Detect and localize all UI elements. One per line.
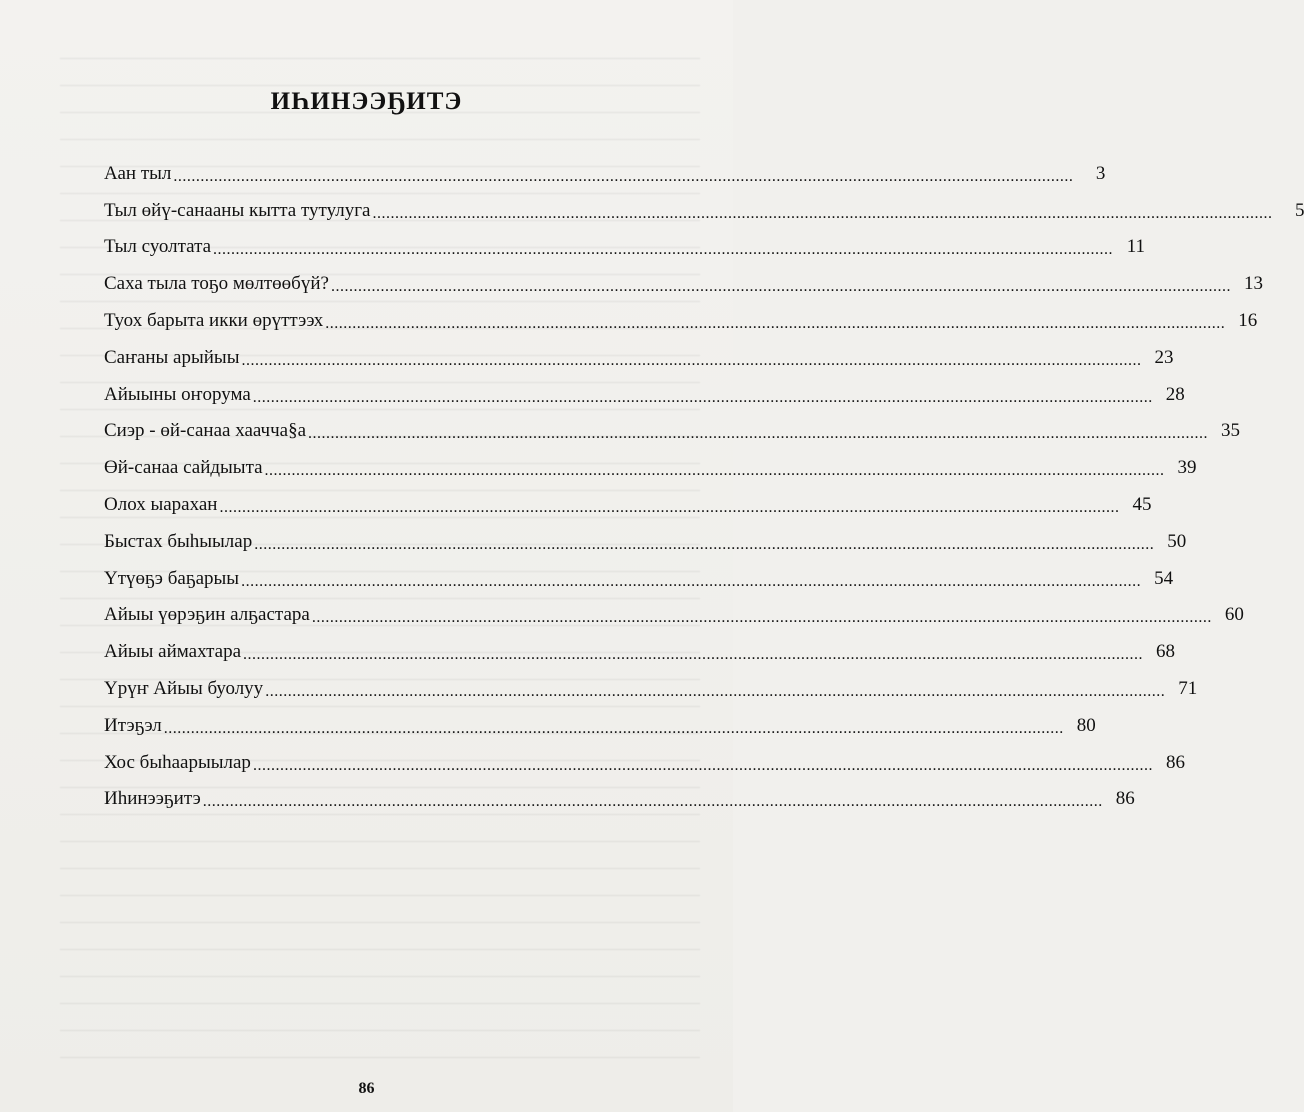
dot-leader: ........................................................................................................................................................................................................ — [311, 609, 1212, 627]
toc-entry-label: Хос быһаарыылар — [104, 751, 251, 773]
toc-entry-label: Айыы үөрэҕин алҕастара — [104, 604, 310, 626]
toc-entry-page: 60 — [1224, 604, 1244, 626]
toc-entry-page: 35 — [1221, 420, 1241, 442]
dot-leader: ........................................................................................................................................................................................................ — [243, 646, 1144, 664]
toc-entry-label: Туох барыта икки өрүттээх — [104, 309, 324, 331]
dot-leader: ........................................................................................................................................................................................................ — [219, 498, 1120, 516]
toc-entry — [104, 442, 1197, 480]
toc-entry — [104, 700, 1096, 737]
toc-entry-label: Үтүөҕэ баҕарыы — [104, 567, 240, 589]
toc-entry-label: Саҥаны арыйыы — [104, 346, 240, 368]
toc-entry-page: 86 — [1115, 788, 1135, 810]
toc-entry — [104, 295, 1258, 332]
toc-entry-page: 28 — [1165, 383, 1185, 405]
toc-entry-label: Быстах быһыылар — [104, 530, 253, 552]
dot-leader: ........................................................................................................................................................................................................ — [330, 278, 1231, 296]
page-title: ИҺИНЭЭҔИТЭ — [270, 88, 463, 115]
toc-entry — [104, 185, 1304, 222]
page-number: 86 — [358, 1080, 375, 1097]
dot-leader: ........................................................................................................................................................................................................ — [213, 241, 1114, 259]
dot-leader: ........................................................................................................................................................................................................ — [252, 756, 1153, 774]
toc-entry-page: 80 — [1076, 714, 1096, 736]
toc-entry — [104, 663, 1198, 700]
toc-entry-page: 68 — [1156, 641, 1176, 663]
dot-leader: ........................................................................................................................................................................................................ — [163, 719, 1064, 737]
toc-entry-label: Итэҕэл — [104, 714, 162, 736]
toc-entry — [104, 590, 1244, 627]
dot-leader: ........................................................................................................................................................................................................ — [202, 793, 1103, 811]
toc-entry-page: 11 — [1126, 236, 1146, 258]
toc-entry-page: 86 — [1165, 751, 1185, 773]
toc-entry — [104, 258, 1263, 296]
dot-leader: ........................................................................................................................................................................................................ — [265, 682, 1166, 700]
toc-entry — [104, 369, 1185, 406]
toc-entry-page: 45 — [1132, 493, 1152, 515]
toc-entry-page: 3 — [1095, 162, 1106, 184]
toc-entry-label: Айыыны оҥорума — [104, 383, 251, 405]
toc-entry — [104, 737, 1185, 774]
toc-entry-page: 23 — [1154, 346, 1174, 368]
toc-entry-page: 39 — [1177, 457, 1197, 479]
dot-leader: ........................................................................................................................................................................................................ — [264, 462, 1165, 480]
dot-leader: ........................................................................................................................................................................................................ — [241, 572, 1142, 590]
toc-entry — [104, 553, 1174, 590]
toc-entry-page: 13 — [1243, 273, 1263, 295]
toc-entry-page: 16 — [1238, 309, 1258, 331]
toc-entry-page: 50 — [1167, 530, 1187, 552]
toc-entry-label: Иһинээҕитэ — [104, 788, 201, 810]
toc-entry-label: Тыл суолтата — [104, 236, 212, 258]
toc-entry-label: Тыл өйү-санааны кытта тутулуга — [104, 199, 371, 221]
toc-entry-page: 71 — [1178, 677, 1198, 699]
toc-entry-label: Айыы аймахтара — [104, 641, 242, 663]
toc-entry — [104, 774, 1135, 811]
dot-leader: ........................................................................................................................................................................................................ — [254, 535, 1155, 553]
toc-entry-label: Аан тыл — [104, 162, 172, 184]
toc-entry-page: 5 — [1294, 199, 1304, 221]
dot-leader: ........................................................................................................................................................................................................ — [308, 425, 1209, 443]
toc-entry-label: Саха тыла тоҕо мөлтөөбүй? — [104, 273, 329, 295]
toc-entry — [104, 222, 1146, 259]
dot-leader: ........................................................................................................................................................................................................ — [173, 167, 1074, 185]
toc-entry-label: Үрүҥ Айыы буолуу — [104, 677, 264, 699]
toc-entry-label: Өй-санаа сайдыыта — [104, 457, 263, 479]
toc-entry — [104, 332, 1174, 369]
dot-leader: ........................................................................................................................................................................................................ — [372, 204, 1273, 222]
dot-leader: ........................................................................................................................................................................................................ — [241, 351, 1142, 369]
dot-leader: ........................................................................................................................................................................................................ — [325, 314, 1226, 332]
table-of-contents — [104, 148, 1304, 811]
toc-entry — [104, 479, 1152, 516]
toc-entry-page: 54 — [1154, 567, 1174, 589]
toc-entry — [104, 516, 1187, 553]
toc-entry — [104, 148, 1106, 185]
dot-leader: ........................................................................................................................................................................................................ — [252, 388, 1153, 406]
toc-entry-label: Олох ыарахан — [104, 493, 218, 515]
toc-entry — [104, 406, 1241, 443]
toc-entry-label: Сиэр - өй-санаа хаачча§а — [104, 420, 307, 442]
toc-entry — [104, 626, 1176, 664]
